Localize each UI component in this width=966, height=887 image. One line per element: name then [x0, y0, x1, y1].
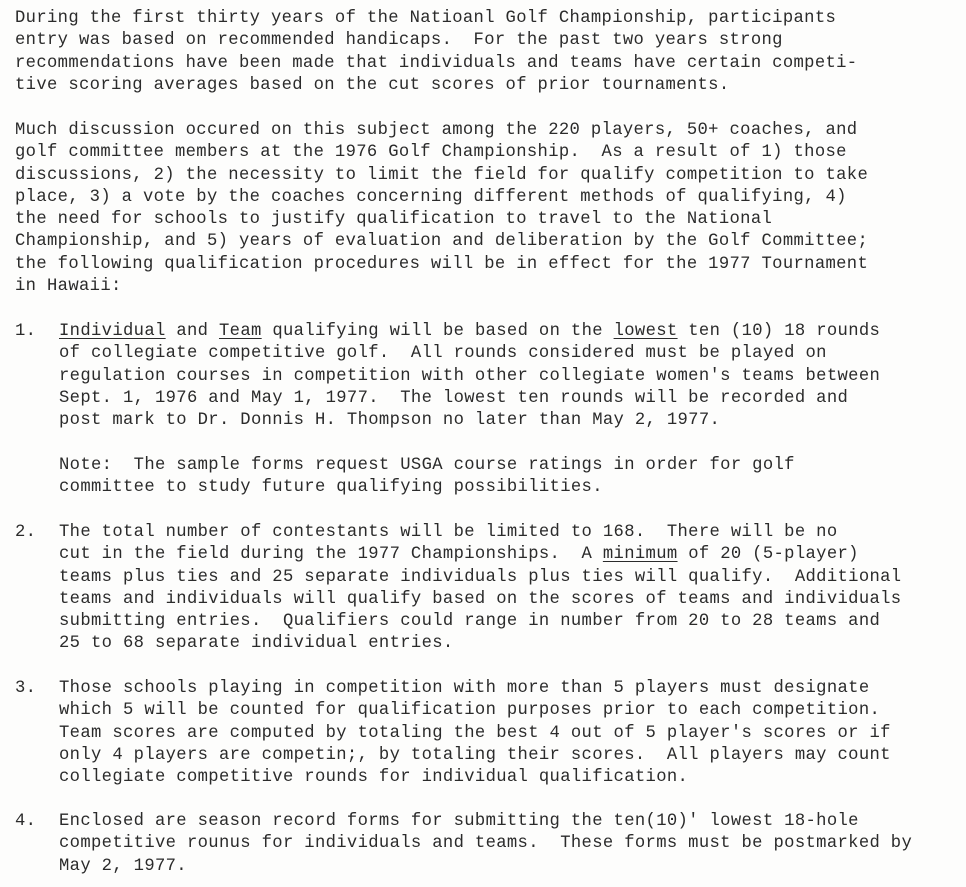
underlined-word: Individual [59, 322, 166, 341]
underlined-word: Team [218, 322, 262, 341]
text-line: Enclosed are season record forms for submitting the ten(10)' lowest 18-hole [59, 812, 859, 831]
text-line: During the first thirty years of the Natioanl Golf Championship, participants [15, 9, 837, 28]
text-line: golf committee members at the 1976 Golf Championship. As a result of 1) those [15, 143, 847, 163]
text-line: of collegiate competitive golf. All rounds considered must be played on [59, 344, 827, 364]
text-line: Sept. 1, 1976 and May 1, 1977. The lowest ten rounds will be recorded and [59, 388, 849, 408]
text-line: teams and individuals will qualify based on the scores of teams and individuals [59, 589, 902, 609]
text-line: competitive rounus for individuals and teams. These forms must be postmarked by [59, 834, 913, 854]
text-line: Those schools playing in competition with more than 5 players must designate [59, 679, 870, 698]
item-number: 3. [15, 679, 37, 698]
text-line: in Hawaii: [15, 277, 122, 297]
item-number: 1. [15, 322, 37, 341]
underlined-word: minimum [602, 545, 678, 565]
text-line: collegiate competitive rounds for individual qualification. [59, 768, 689, 788]
text-line: entry was based on recommended handicaps. For the past two years strong [15, 31, 783, 51]
text-line: post mark to Dr. Donnis H. Thompson no later than May 2, 1977. [59, 411, 721, 431]
text-line: May 2, 1977. [59, 856, 187, 876]
discussion-paragraph [15, 120, 868, 298]
text-line: The total number of contestants will be limited to 168. There will be no [59, 523, 838, 542]
underlined-word: lowest [613, 322, 678, 341]
text-line: Championship, and 5) years of evaluation and deliberation by the Golf Committee; [15, 232, 869, 252]
text-line: recommendations have been made that individuals and teams have certain competi- [15, 53, 858, 73]
note-line: Note: The sample forms request USGA course ratings in order for golf [59, 455, 795, 475]
text-line: discussions, 2) the necessity to limit the field for qualify competition to take [15, 165, 869, 185]
text-line: cut in the field during the 1977 Championships. A minimum of 20 (5-player) [59, 545, 859, 565]
text-line: teams plus ties and 25 separate individuals plus ties will qualify. Additional [59, 567, 902, 587]
text-line: the need for schools to justify qualification to travel to the National [15, 210, 773, 230]
text-line: 25 to 68 separate individual entries. [59, 634, 454, 654]
text-line: Team scores are computed by totaling the best 4 out of 5 player's scores or if [59, 723, 891, 743]
text-line: only 4 players are competin;, by totaling their scores. All players may count [59, 745, 891, 765]
text-line: Much discussion occured on this subject among the 220 players, 50+ coaches, and [15, 121, 858, 140]
text-line: Individual and Team qualifying will be based on the lowest ten (10) 18 rounds [59, 322, 881, 341]
intro-paragraph [15, 8, 857, 97]
item-number: 2. [15, 523, 37, 542]
text-line: submitting entries. Qualifiers could range in number from 20 to 28 teams and [59, 612, 881, 632]
note-line: committee to study future qualifying possibilities. [59, 478, 603, 498]
spacer [59, 432, 880, 454]
text-line: the following qualification procedures will be in effect for the 1977 Tournament [15, 254, 869, 274]
text-line: place, 3) a vote by the coaches concerning different methods of qualifying, 4) [15, 187, 847, 207]
item-number: 4. [15, 812, 37, 831]
text-line: regulation courses in competition with other collegiate women's teams between [59, 366, 881, 386]
text-line: which 5 will be counted for qualification purposes prior to each competition. [59, 701, 881, 721]
text-line: tive scoring averages based on the cut scores of prior tournaments. [15, 75, 730, 95]
